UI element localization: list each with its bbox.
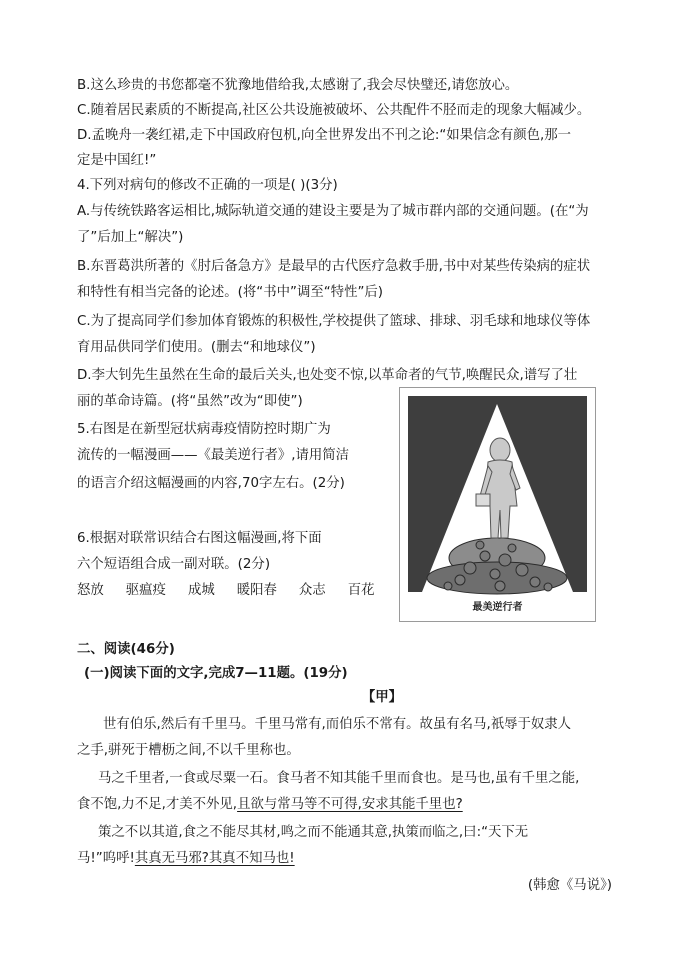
- q4-option-c-line-1: C.为了提高同学们参加体育锻炼的积极性,学校提供了篮球、排球、羽毛球和地球仪等体: [77, 314, 591, 329]
- q4-option-d-line-1: D.李大钊先生虽然在生命的最后关头,也处变不惊,以革命者的气节,唤醒民众,谱写了壮: [77, 368, 578, 383]
- passage-p3-line-1: 策之不以其道,食之不能尽其材,鸣之而不能通其意,执策而临之,曰:“天下无: [98, 825, 529, 840]
- passage-source: (韩愈《马说》): [527, 878, 612, 893]
- question-4: 4.下列对病句的修改不正确的一项是( )(3分): [77, 178, 338, 193]
- question-6-line-1: 6.根据对联常识结合右图这幅漫画,将下面: [77, 531, 322, 546]
- question-5-line-3: 的语言介绍这幅漫画的内容,70字左右。(2分): [77, 476, 345, 491]
- passage-p1-line-1: 世有伯乐,然后有千里马。千里马常有,而伯乐不常有。故虽有名马,祇辱于奴隶人: [103, 717, 572, 732]
- passage-jia-label: 【甲】: [361, 690, 403, 705]
- phrase-4: 暖阳春: [236, 583, 277, 598]
- section-2-heading: 二、阅读(46分): [77, 642, 175, 657]
- passage-p3-line-2: [77, 849, 295, 869]
- q4-option-b-line-2: 和特性有相当完备的论述。(将“书中”调至“特性”后): [77, 285, 384, 300]
- phrase-3: 成城: [187, 583, 215, 598]
- option-d-line-2: 定是中国红!”: [77, 153, 157, 168]
- phrase-5: 众志: [298, 583, 326, 598]
- question-5-line-2: 流传的一幅漫画——《最美逆行者》,请用简洁: [77, 448, 350, 463]
- comic-illustration: [399, 387, 596, 622]
- passage-p1-line-2: 之手,骈死于槽枥之间,不以千里称也。: [77, 743, 300, 758]
- q4-option-b-line-1: B.东晋葛洪所著的《肘后备急方》是最早的古代医疗急救手册,书中对某些传染病的症状: [77, 259, 591, 274]
- q4-option-a-line-1: A.与传统铁路客运相比,城际轨道交通的建设主要是为了城市群内部的交通问题。(在“为: [77, 204, 589, 219]
- option-d-line-1: D.孟晚舟一袭红裙,走下中国政府包机,向全世界发出不刊之论:“如果信念有颜色,那一: [77, 128, 572, 143]
- option-c-line: C.随着居民素质的不断提高,社区公共设施被破坏、公共配件不胫而走的现象大幅减少。: [77, 103, 591, 118]
- question-6-line-2: 六个短语组合成一副对联。(2分): [77, 557, 271, 572]
- passage-p2-underlined: 且欲与常马等不可得,安求其能千里也?: [237, 797, 463, 812]
- phrase-6: 百花: [347, 583, 375, 598]
- passage-p3-plain: 马!”呜呼!: [77, 851, 135, 866]
- comic-caption: 最美逆行者: [472, 602, 523, 613]
- phrase-options: [77, 581, 374, 601]
- phrase-2: 驱瘟疫: [125, 583, 166, 598]
- passage-p2-line-2: [77, 795, 463, 815]
- q4-option-d-line-2: 丽的革命诗篇。(将“虽然”改为“即使”): [77, 394, 303, 409]
- q4-option-c-line-2: 育用品供同学们使用。(删去“和地球仪”): [77, 340, 316, 355]
- passage-p2-line-1: 马之千里者,一食或尽粟一石。食马者不知其能千里而食也。是马也,虽有千里之能,: [98, 771, 580, 786]
- passage-p3-underlined: 其真无马邪?其真不知马也!: [134, 851, 295, 866]
- section-2-sub-heading: (一)阅读下面的文字,完成7—11题。(19分): [84, 666, 348, 681]
- question-5-line-1: 5.右图是在新型冠状病毒疫情防控时期广为: [77, 422, 331, 437]
- passage-p2-plain: 食不饱,力不足,才美不外见,: [77, 797, 238, 812]
- option-b-line: B.这么珍贵的书您都毫不犹豫地借给我,太感谢了,我会尽快璧还,请您放心。: [77, 78, 519, 93]
- comic-drawing: [400, 388, 595, 621]
- q4-option-a-line-2: 了”后加上“解决”): [77, 230, 184, 245]
- phrase-1: 怒放: [77, 583, 104, 598]
